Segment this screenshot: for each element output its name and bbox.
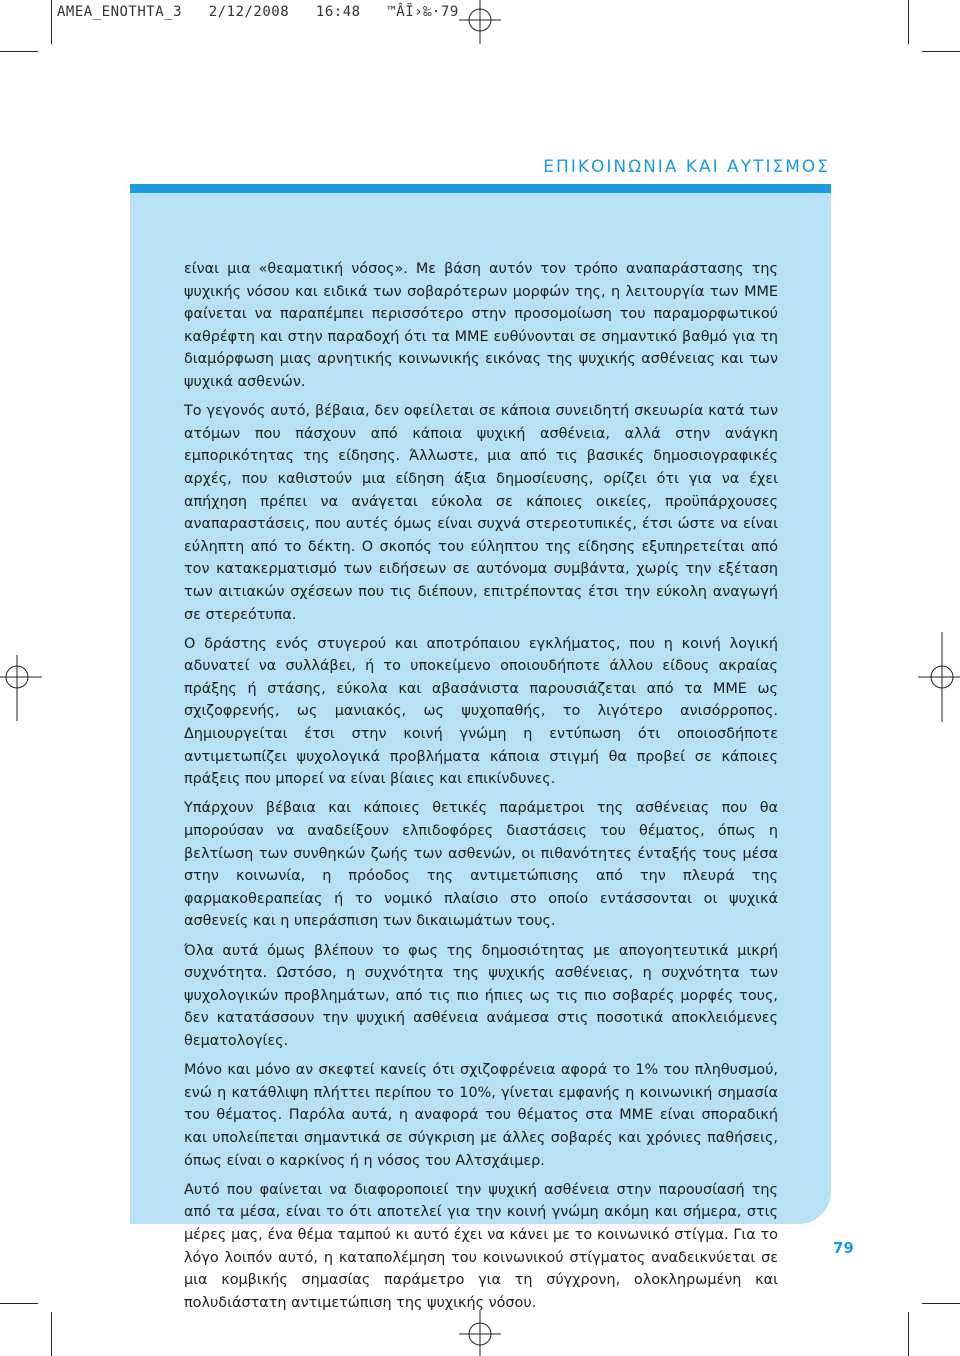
paragraph: είναι μια «θεαματική νόσος». Με βάση αυτόν τον τρόπο αναπαράστασης της ψυχικής νόσου και ειδικά των σοβαρότερων μορφών της, η λειτουργία των ΜΜΕ φαίνεται να παραπέμπει περισσότερο στην προσομοίωση του παραμορφωτικού καθρέφτη και στην παραδοχή ότι τα ΜΜΕ ευθύνονται σε σημαντικό βαθμό για τη διαμόρφωση μιας αρνητικής κοινωνικής εικόνας της ψυχικής ασθένειας και των ψυχικά ασθενών. bbox=[184, 261, 778, 390]
registration-mark-top-icon bbox=[455, 0, 505, 46]
paragraph: Όλα αυτά όμως βλέπουν το φως της δημοσιότητας με απογοητευτικά μικρή συχνότητα. Ωστόσο, η συχνότητα της ψυχικής ασθένειας, η συχνότητα των ψυχολογικών προβλημάτων, από τις πιο ήπιες ως τις πιο σοβαρές μορφές τους, δεν κατατάσσουν την ψυχική ασθένεια ανάμεσα στις ποσοτικά αποκλειόμενες θεματολογίες. bbox=[184, 942, 778, 1049]
crop-mark-bottom-right-v bbox=[908, 1312, 909, 1356]
paragraph: Ο δράστης ενός στυγερού και αποτρόπαιου εγκλήματος, που η κοινή λογική αδυνατεί να συλλάβει, ή το υποκείμενο οποιουδήποτε άλλου είδους ακραίας πράξης ή στάσης, εύκολα και αβασάνιστα παρουσιάζεται από τα ΜΜΕ ως σχιζοφρενής, ως μανιακός, ως ψυχοπαθής, το λιγότερο ανισόρροπος. Δημιουργείται έτσι στην κοινή γνώμη η εντύπωση ότι οποιοσδήποτε αντιμετωπίζει ψυχολογικά προβλήματα κάποια στιγμή θα προβεί σε κάποιες πράξεις που μπορεί να είναι βίαιες και επικίνδυνες. bbox=[184, 635, 778, 788]
paragraph: Μόνο και μόνο αν σκεφτεί κανείς ότι σχιζοφρένεια αφορά το 1% του πληθυσμού, ενώ η κατάθλιψη πλήττει περίπου το 10%, γίνεται εμφανής η κοινωνική σημασία του θέματος. Παρόλα αυτά, η αναφορά του θέματος στα ΜΜΕ είναι σποραδική και υπολείπεται σημαντικά σε σύγκριση με άλλες σοβαρές και χρόνιες παθήσεις, όπως είναι ο καρκίνος ή η νόσος του Αλτσχάιμερ. bbox=[184, 1062, 778, 1169]
crop-mark-top-right-v bbox=[908, 0, 909, 44]
registration-mark-left-icon bbox=[0, 655, 46, 721]
crop-mark-bottom-left-v bbox=[51, 1312, 52, 1356]
crop-mark-bottom-left-h bbox=[0, 1303, 38, 1304]
print-slug: AMEA_ENOTHTA_3 2/12/2008 16:48 ™ÂÏ›‰·79 bbox=[57, 4, 459, 20]
paragraph: Αυτό που φαίνεται να διαφοροποιεί την ψυχική ασθένεια στην παρουσίασή της από τα μέσα, είναι το ότι αποτελεί για την κοινή γνώμη ακόμη και σήμερα, στις μέρες μας, ένα θέμα ταμπού κι αυτό έχει να κάνει με το κοινωνικό στίγμα. Για το λόγο λοιπόν αυτό, η καταπολέμηση του κοινωνικού στίγματος αναδεικνύεται σε μια κομβικής σημασίας παράμετρο για τη σύγχρονη, ολοκληρωμένη και πολυδιάστατη αντιμετώπιση της ψυχικής νόσου. bbox=[184, 1181, 778, 1311]
page-number: 79 bbox=[833, 1239, 854, 1257]
paragraph: Το γεγονός αυτό, βέβαια, δεν οφείλεται σε κάποια συνειδητή σκευωρία κατά των ατόμων που πάσχουν από κάποια ψυχική ασθένεια, αλλά στην ανάγκη εμπορικότητας της είδησης. Άλλωστε, μια από τις βασικές δημοσιογραφικές αρχές, που καθιστούν μια είδηση άξια δημοσίευσης, ορίζει ότι για να έχει απήχηση πρέπει να ανάγεται εύκολα σε κάποιες οικείες, προϋπάρχουσες αναπαραστάσεις, που αυτές όμως είναι συχνά στερεοτυπικές, έτσι ώστε να είναι εύληπτη από το δέκτη. Ο σκοπός του εύληπτου της είδησης εξυπηρετείται από τον κατακερματισμό των ειδήσεων σε αυτόνομα συμβάντα, χωρίς την εξέταση των αιτιακών σχέσεων που τις διέπουν, επιτρέποντας έτσι την εύκολη αναγωγή σε στερεότυπα. bbox=[184, 403, 778, 623]
paragraph: Υπάρχουν βέβαια και κάποιες θετικές παράμετροι της ασθένειας που θα μπορούσαν να αναδείξουν ελπιδοφόρες διαστάσεις του θέματος, όπως η βελτίωση των συνθηκών ζωής των ασθενών, οι πιθανότητες ένταξής τους μέσα στην κοινωνία, η πρόοδος της αντιμετώπισης από την πλευρά της φαρμακοθεραπείας ή το νομικό πλαίσιο στο οποίο εντάσσονται οι ψυχικά ασθενείς και η υπεράσπιση των δικαιωμάτων τους. bbox=[184, 800, 778, 930]
body-text bbox=[184, 258, 778, 1321]
crop-mark-top-right-h bbox=[922, 51, 960, 52]
header-rule bbox=[130, 184, 831, 193]
section-title: ΕΠΙΚΟΙΝΩΝΙΑ ΚΑΙ ΑΥΤΙΣΜΟΣ bbox=[543, 157, 830, 177]
crop-mark-top-left-v bbox=[51, 0, 52, 44]
crop-mark-top-left-h bbox=[0, 51, 38, 52]
crop-mark-bottom-right-h bbox=[922, 1303, 960, 1304]
registration-mark-right-icon bbox=[914, 632, 960, 722]
